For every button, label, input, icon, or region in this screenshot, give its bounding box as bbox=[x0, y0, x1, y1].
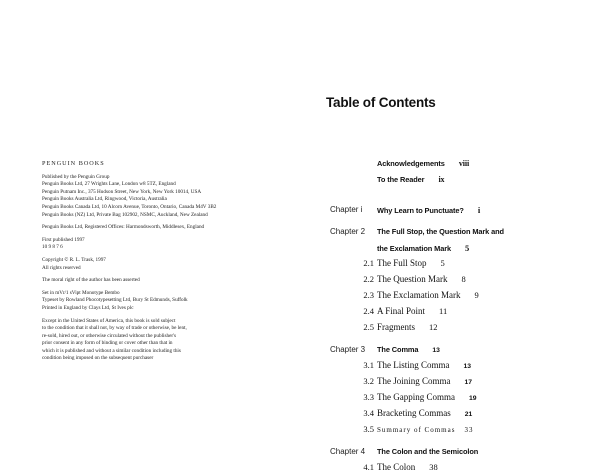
entry-title bbox=[377, 290, 479, 300]
first-published: First published 1997 bbox=[42, 236, 85, 243]
page-number: 13 bbox=[432, 347, 440, 354]
section-number: 2.4 bbox=[363, 306, 374, 316]
entry-title bbox=[377, 360, 471, 370]
page-number: ix bbox=[438, 175, 445, 184]
section-number: 2.2 bbox=[363, 274, 374, 284]
toc-chapter-entry[interactable] bbox=[330, 202, 595, 218]
publisher-addresses bbox=[42, 174, 292, 220]
toc-section-entry[interactable] bbox=[330, 460, 595, 476]
typesetting-info bbox=[42, 290, 292, 313]
entry-title-text: Fragments bbox=[377, 322, 415, 332]
toc-section-entry[interactable] bbox=[330, 358, 595, 374]
entry-title bbox=[377, 462, 438, 472]
page-number: 12 bbox=[429, 322, 438, 332]
toc-section-entry[interactable] bbox=[330, 320, 595, 336]
page-number: 19 bbox=[469, 395, 477, 402]
page-number: 33 bbox=[464, 426, 474, 434]
toc-front-matter-entry[interactable] bbox=[330, 156, 595, 172]
page-number: 13 bbox=[463, 363, 472, 370]
toc-chapter-entry[interactable] bbox=[330, 444, 595, 460]
address-line: Published by the Penguin Group bbox=[42, 173, 110, 180]
copyright-page bbox=[42, 160, 292, 368]
copyright-notice-block bbox=[42, 257, 292, 272]
page-number: 5 bbox=[440, 258, 445, 268]
entry-title bbox=[377, 376, 472, 386]
address-line: Penguin Books Canada Ltd, 10 Alcorn Avenue, Toronto, Ontario, Canada M4V 3B2 bbox=[42, 203, 217, 210]
chapter-label: Chapter i bbox=[330, 205, 363, 214]
address-line: Penguin Books Australia Ltd, Ringwood, Victoria, Australia bbox=[42, 196, 167, 203]
entry-title bbox=[377, 274, 466, 284]
entry-title-text: The Full Stop bbox=[377, 258, 427, 268]
entry-title bbox=[377, 205, 480, 215]
section-number: 3.2 bbox=[363, 376, 374, 386]
condition-line: which it is published and without a similar condition including this bbox=[42, 347, 181, 354]
page-number: 8 bbox=[461, 274, 466, 284]
condition-line: to the condition that it shall not, by way of trade or otherwise, be lent, bbox=[42, 325, 187, 332]
chapter-label: Chapter 2 bbox=[330, 227, 366, 236]
toc-section-entry[interactable] bbox=[330, 374, 595, 390]
impression-line: 10 9 8 7 6 bbox=[42, 244, 63, 251]
condition-line: condition being imposed on the subsequent purchaser bbox=[42, 355, 154, 362]
entry-title-text: Summary of Commas bbox=[377, 426, 456, 434]
entry-title-text: Why Learn to Punctuate? bbox=[377, 206, 464, 215]
entry-title-text: A Final Point bbox=[377, 306, 426, 316]
toc-title: Table of Contents bbox=[326, 95, 436, 110]
section-number: 3.3 bbox=[363, 392, 374, 402]
entry-title-text: The Colon bbox=[377, 462, 416, 472]
entry-title-text: the Exclamation Mark bbox=[377, 244, 451, 253]
entry-title bbox=[377, 392, 477, 402]
entry-title bbox=[377, 227, 504, 236]
entry-title-text: The Full Stop, the Question Mark and bbox=[377, 227, 504, 236]
entry-title bbox=[377, 447, 478, 456]
entry-title-text: The Joining Comma bbox=[377, 376, 451, 386]
address-line: Penguin Books (NZ) Ltd, Private Bag 102902, NSMC, Auckland, New Zealand bbox=[42, 211, 208, 218]
entry-title-text: The Comma bbox=[377, 345, 419, 354]
condition-line: prior consent in any form of binding or cover other than that in bbox=[42, 340, 173, 347]
condition-line: re-sold, hired out, or otherwise circulated without the publisher's bbox=[42, 332, 177, 339]
page-number: 11 bbox=[439, 306, 448, 316]
toc-section-entry[interactable] bbox=[330, 390, 595, 406]
entry-title bbox=[377, 322, 438, 332]
rights-reserved: All rights reserved bbox=[42, 264, 81, 271]
entry-title-text: The Colon and the Semicolon bbox=[377, 447, 479, 456]
entry-title-text: The Question Mark bbox=[377, 274, 448, 284]
publisher-name: PENGUIN BOOKS bbox=[42, 160, 105, 167]
entry-title bbox=[377, 426, 473, 434]
typeset-line: Typeset by Rowland Phocotypesetting Ltd, Bury St Edmunds, Suffolk bbox=[42, 297, 188, 304]
entry-title-text: The Gapping Comma bbox=[377, 392, 455, 402]
registered-office-line: Penguin Books Ltd, Registered Offices: Harmondsworth, Middlesex, England bbox=[42, 224, 205, 231]
entry-title-text: Acknowledgements bbox=[377, 159, 445, 168]
section-number: 2.3 bbox=[363, 290, 374, 300]
section-number: 3.4 bbox=[363, 408, 374, 418]
entry-title-text: The Listing Comma bbox=[377, 360, 450, 370]
address-line: Penguin Books Ltd, 27 Wrights Lane, London w8 5TZ, England bbox=[42, 181, 176, 188]
section-number: 4.1 bbox=[363, 462, 374, 472]
toc-front-matter-entry[interactable] bbox=[330, 172, 595, 188]
publication-history bbox=[42, 237, 292, 252]
address-line: Penguin Putnam Inc., 375 Hudson Street, New York, New York 10014, USA bbox=[42, 188, 202, 195]
entry-title bbox=[377, 408, 472, 418]
page-number: 17 bbox=[464, 379, 473, 386]
page-number: 5 bbox=[465, 243, 470, 253]
moral-right: The moral right of the author has been asserted bbox=[42, 277, 140, 284]
registered-office bbox=[42, 224, 292, 232]
section-number: 2.1 bbox=[363, 258, 374, 268]
typeset-line: Set in mVr/1 sVipt Monotype Bembo bbox=[42, 289, 120, 296]
copyright-notice: Copyright © R. L. Trask, 1997 bbox=[42, 256, 106, 263]
page-number: 9 bbox=[474, 290, 479, 300]
entry-title bbox=[377, 175, 444, 184]
page-number: 21 bbox=[464, 411, 473, 418]
page-number: i bbox=[477, 205, 481, 215]
entry-title-text: The Exclamation Mark bbox=[377, 290, 461, 300]
table-of-contents bbox=[330, 156, 595, 476]
toc-section-entry[interactable] bbox=[330, 272, 595, 288]
toc-section-entry[interactable] bbox=[330, 406, 595, 422]
toc-section-entry[interactable] bbox=[330, 256, 595, 272]
typeset-line: Printed in England by Clays Ltd, St Ives plc bbox=[42, 304, 134, 311]
toc-chapter-entry[interactable] bbox=[330, 342, 595, 358]
toc-section-entry[interactable] bbox=[330, 422, 595, 438]
toc-chapter-entry[interactable] bbox=[330, 224, 595, 240]
entry-title bbox=[377, 258, 445, 268]
chapter-label: Chapter 4 bbox=[330, 447, 366, 456]
page-number: viii bbox=[458, 159, 470, 168]
section-number: 2.5 bbox=[363, 322, 374, 332]
entry-title-text: To the Reader bbox=[377, 175, 425, 184]
chapter-label: Chapter 3 bbox=[330, 345, 366, 354]
toc-section-entry[interactable] bbox=[330, 288, 595, 304]
toc-section-entry[interactable] bbox=[330, 304, 595, 320]
condition-line: Except in the United States of America, this book is sold subject bbox=[42, 317, 176, 324]
entry-title bbox=[377, 243, 469, 253]
toc-chapter-entry-continued[interactable] bbox=[330, 240, 595, 256]
moral-right-block bbox=[42, 277, 292, 285]
entry-title bbox=[377, 306, 447, 316]
page-number: 38 bbox=[429, 462, 438, 472]
entry-title-text: Bracketing Commas bbox=[377, 408, 451, 418]
sale-conditions bbox=[42, 318, 292, 364]
section-number: 3.1 bbox=[363, 360, 374, 370]
entry-title bbox=[377, 159, 469, 168]
entry-title bbox=[377, 345, 440, 354]
section-number: 3.5 bbox=[363, 424, 374, 434]
